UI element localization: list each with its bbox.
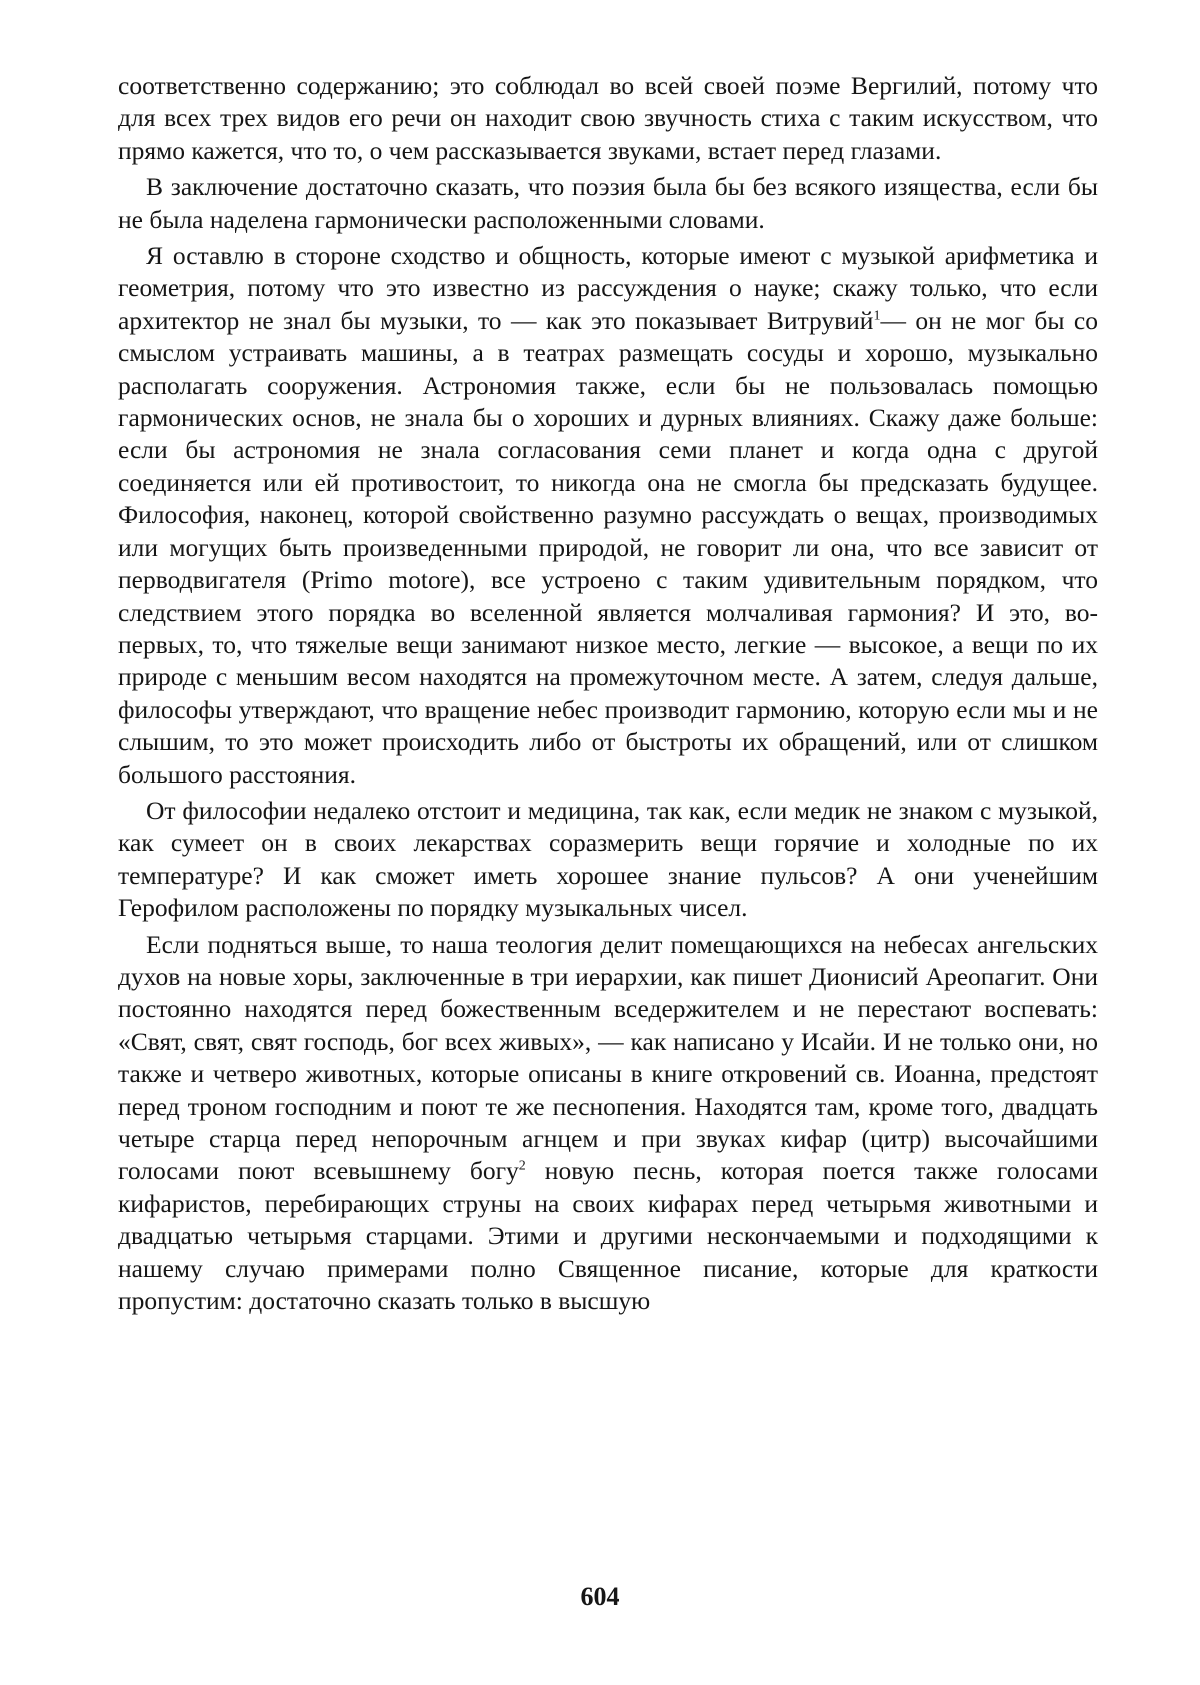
paragraph-1-text: соответственно содержанию; это соблюдал во всей своей поэме Вергилий, потому что для всех трех видов его речи он находит свою звучность стиха с таким искусством, что прямо кажется, что то, о чем рассказывается звуками, встает перед глазами. — [118, 71, 1098, 165]
paragraph-2 — [118, 171, 1098, 236]
paragraph-4 — [118, 795, 1098, 925]
body-text — [118, 70, 1098, 1321]
paragraph-3-text-part-1: Я оставлю в стороне сходство и общность, которые имеют с музыкой арифметика и геометрия, потому что это известно из рассуждения о науке; скажу только, что если архитектор не знал бы музыки, то — как это показывает Витрувий — [118, 241, 1098, 335]
paragraph-1 — [118, 70, 1098, 167]
paragraph-4-text: От философии недалеко отстоит и медицина, так как, если медик не знаком с музыкой, как сумеет он в своих лекарствах соразмерить вещи горячие и холодные по их температуре? И как сможет иметь хорошее знание пульсов? А они ученейшим Герофилом расположены по порядку музыкальных чисел. — [118, 795, 1098, 923]
paragraph-3-text-part-2: — он не мог бы со смыслом устраивать машины, а в театрах размещать сосуды и хорошо, музыкально располагать сооружения. Астрономия также, если бы не пользовалась помощью гармонических основ, не знала бы о хороших и дурных влияниях. Скажу даже больше: если бы астрономия не знала согласования семи планет и когда одна с другой соединяется или ей противостоит, то никогда она не смогла бы предсказать будущее. Философия, наконец, которой свойственно разумно рассуждать о вещах, производимых или могущих быть произведенными природой, не говорит ли она, что все зависит от перводвигателя (Primo motore), все устроено с таким удивительным порядком, что следствием этого порядка во вселенной является молчаливая гармония? И это, во-первых, то, что тяжелые вещи занимают низкое место, легкие — высокое, а вещи по их природе с меньшим весом находятся на промежуточном месте. А затем, следуя дальше, философы утверждают, что вращение небес производит гармонию, которую если мы и не слышим, то это может происходить либо от быстроты их обращений, или от слишком большого расстояния. — [118, 305, 1098, 789]
page-number: 604 — [580, 1582, 620, 1611]
paragraph-5-text-part-2: новую песнь, которая поется также голосами кифаристов, перебирающих струны на своих кифарах перед четырьмя животными и двадцатью четырьмя старцами. Этими и другими нескончаемыми и подходящими к нашему случаю примерами полно Священное писание, которые для краткости пропустим: достаточно сказать только в высшую — [118, 1156, 1099, 1316]
paragraph-5-text-part-1: Если подняться выше, то наша теология делит помещающихся на небесах ангельских духов на новые хоры, заключенные в три иерархии, как пишет Дионисий Ареопагит. Они постоянно находятся перед божественным вседержителем и не перестают воспевать: «Свят, свят, свят господь, бог всех живых», — как написано у Исайи. И не только они, но также и четверо животных, которые описаны в книге откровений св. Иоанна, предстоят перед троном господним и поют те же песнопения. Находятся там, кроме того, двадцать четыре старца перед непорочным агнцем и при звуках кифар (цитр) высочайшими голосами поют всевышнему богу — [118, 929, 1098, 1186]
paragraph-3 — [118, 240, 1098, 791]
footnote-marker-2: 2 — [518, 1158, 526, 1174]
footnote-marker-1: 1 — [873, 308, 881, 324]
paragraph-2-text: В заключение достаточно сказать, что поэзия была бы без всякого изящества, если бы не была наделена гармонически расположенными словами. — [118, 172, 1098, 234]
paragraph-5 — [118, 929, 1098, 1318]
